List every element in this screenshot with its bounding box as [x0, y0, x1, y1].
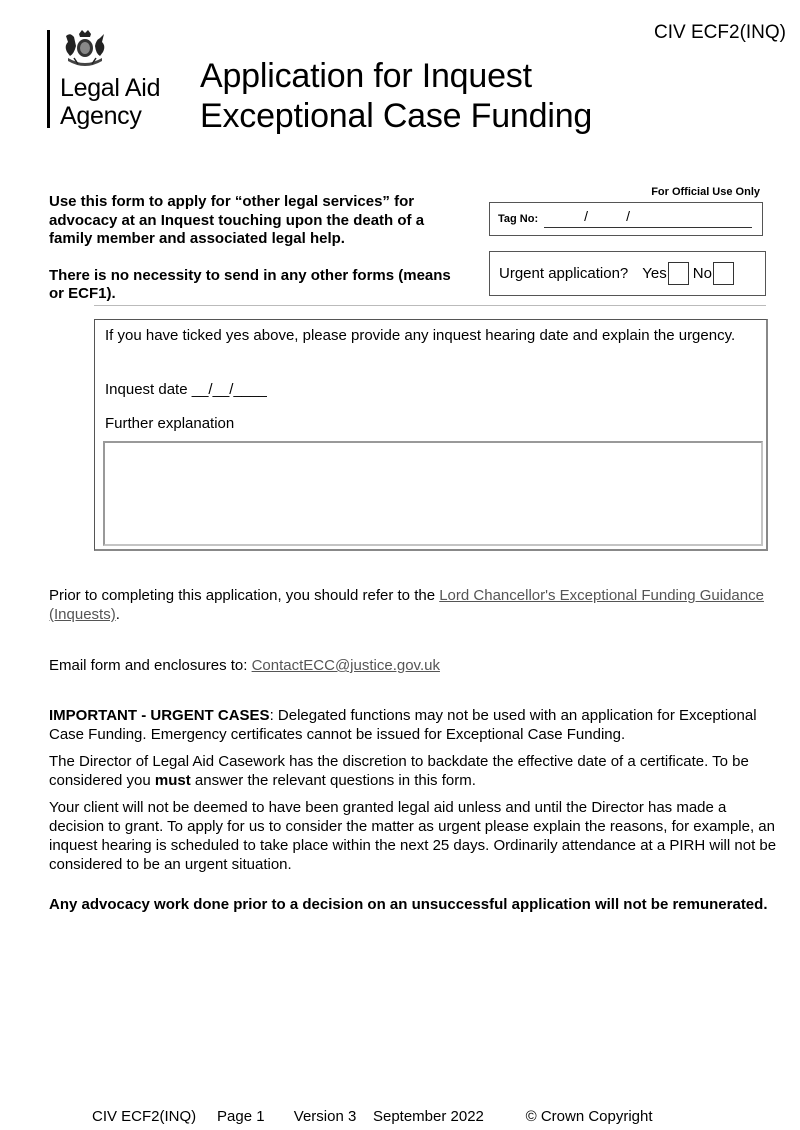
official-use-label: For Official Use Only — [651, 186, 760, 198]
inquest-date-row — [105, 381, 267, 398]
title-line-1: Application for Inquest — [200, 57, 532, 95]
form-code: CIV ECF2(INQ) — [654, 22, 786, 43]
urgent-question: Urgent application? — [499, 265, 629, 282]
important-paragraph-1 — [49, 706, 779, 744]
guidance-link[interactable]: Lord Chancellor's Exceptional Funding Guidance (Inquests) — [49, 587, 764, 623]
tag-separator: / — [584, 207, 589, 224]
tag-number-field[interactable] — [544, 207, 752, 228]
no-label: No — [692, 265, 712, 282]
important-text: answer the relevant questions in this form. — [190, 772, 476, 789]
yes-label: Yes — [642, 265, 667, 282]
intro-paragraph-2: There is no necessity to send in any other forms (means or ECF1). — [49, 266, 451, 302]
page-title — [200, 56, 592, 136]
tag-separator: / — [626, 207, 631, 224]
yes-checkbox[interactable] — [668, 262, 689, 285]
footer-version: Version 3 — [293, 1108, 357, 1125]
tag-number-box — [489, 202, 763, 236]
important-emphasis: must — [154, 772, 191, 789]
further-explanation-input[interactable] — [103, 441, 763, 546]
important-paragraph-2 — [49, 752, 779, 790]
guidance-paragraph — [49, 586, 769, 624]
footer-form-code: CIV ECF2(INQ) — [92, 1108, 197, 1125]
further-explanation-label: Further explanation — [105, 415, 235, 432]
guidance-prefix: Prior to completing this application, you should refer to the — [49, 587, 440, 604]
page-footer — [92, 1108, 653, 1125]
email-prefix: Email form and enclosures to: — [49, 657, 252, 674]
guidance-suffix: . — [115, 606, 120, 623]
footer-page: Page 1 — [217, 1108, 265, 1125]
logo-line-1: Legal Aid — [60, 74, 161, 102]
title-line-2: Exceptional Case Funding — [200, 97, 593, 135]
footer-copyright: © Crown Copyright — [525, 1108, 653, 1125]
tag-number-label: Tag No: — [498, 213, 539, 225]
logo-line-2: Agency — [60, 102, 142, 130]
divider — [94, 305, 766, 306]
inquest-date-field[interactable]: __/__/____ — [191, 381, 267, 398]
important-heading: IMPORTANT - URGENT CASES — [49, 707, 270, 724]
logo-divider — [47, 30, 50, 128]
no-checkbox[interactable] — [713, 262, 734, 285]
urgency-instruction: If you have ticked yes above, please provide any inquest hearing date and explain the urgency. — [105, 327, 736, 344]
important-text: : Delegated functions may not be used with an application for Exceptional Case Funding. Emergency certificates cannot be issued for Exceptional Case Funding. — [49, 707, 757, 743]
inquest-date-label: Inquest date — [105, 381, 188, 398]
final-warning: Any advocacy work done prior to a decision on an unsuccessful application will not be remunerated. — [49, 896, 768, 913]
email-link[interactable]: ContactECC@justice.gov.uk — [251, 657, 440, 674]
intro-paragraph-1: Use this form to apply for “other legal services” for advocacy at an Inquest touching upon the death of a family member and associated legal help. — [49, 193, 425, 247]
important-paragraph-3: Your client will not be deemed to have been granted legal aid unless and until the Director has made a decision to grant. To apply for us to consider the matter as urgent please explain the reasons, for example, an inquest hearing is scheduled to take place within the next 25 days. Ordinarily attendance at a PIRH will not be considered to be an urgent situation. — [49, 799, 777, 873]
important-text: The Director of Legal Aid Casework has the discretion to backdate the effective date of a certificate. To be considered you — [49, 753, 749, 789]
email-paragraph — [49, 656, 440, 675]
footer-date: September 2022 — [372, 1108, 484, 1125]
important-section — [49, 706, 779, 882]
royal-crest-icon — [60, 28, 110, 72]
urgent-application-box — [489, 251, 766, 296]
logo-text — [60, 74, 160, 130]
intro-section — [49, 193, 469, 304]
